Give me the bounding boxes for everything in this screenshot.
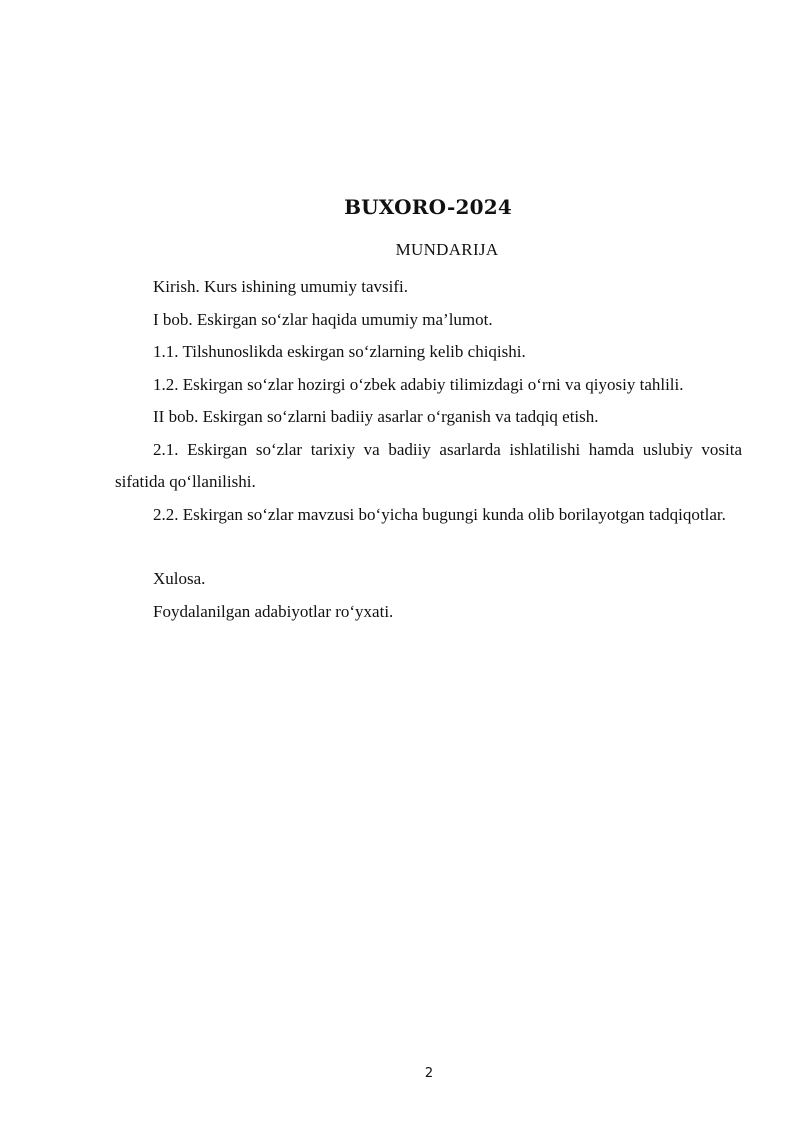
- page-number: 2: [424, 1066, 434, 1081]
- toc-entry-section-2-1: 2.1. Eskirgan so‘zlar tarixiy va badiiy asarlarda ishlatilishi hamda uslubiy vosita sifatida qo‘llanilishi.: [115, 439, 742, 491]
- toc-entry-section-1-1: 1.1. Tilshunoslikda eskirgan so‘zlarning kelib chiqishi.: [153, 342, 526, 361]
- toc-entry-section-1-2: 1.2. Eskirgan so‘zlar hozirgi o‘zbek adabiy tilimizdagi o‘rni va qiyosiy tahlili.: [153, 374, 684, 394]
- table-of-contents: [115, 271, 742, 628]
- toc-entry-references: Foydalanilgan adabiyotlar ro‘yxati.: [153, 601, 394, 621]
- toc-entry-chapter-2: II bob. Eskirgan so‘zlarni badiiy asarlar o‘rganish va tadqiq etish.: [153, 407, 599, 426]
- toc-spacer: [115, 531, 742, 563]
- toc-entry-section-2-2: 2.2. Eskirgan so‘zlar mavzusi bo‘yicha bugungi kunda olib borilayotgan tadqiqotlar.: [153, 504, 726, 524]
- toc-entry-chapter-1: I bob. Eskirgan so‘zlar haqida umumiy ma’lumot.: [153, 309, 493, 329]
- city-year-title: BUXORO-2024: [344, 195, 512, 219]
- toc-entry-introduction: Kirish. Kurs ishining umumiy tavsifi.: [153, 277, 408, 296]
- contents-heading: MUNDARIJA: [395, 240, 499, 259]
- toc-entry-conclusion: Xulosa.: [153, 569, 206, 588]
